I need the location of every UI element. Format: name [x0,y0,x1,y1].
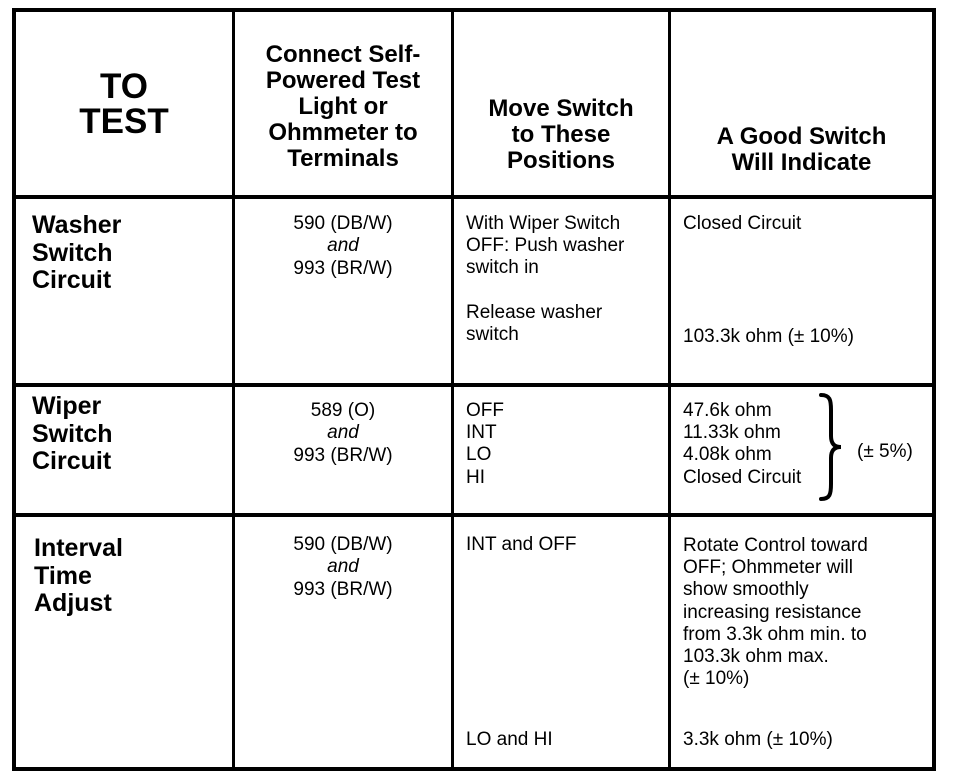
terminal-value: 590 (DB/W) [293,213,393,234]
indicate-interval-a [683,535,933,691]
header-connect-line: Ohmmeter to [268,118,418,146]
row-label-line: Adjust [34,589,112,617]
row-label-washer [32,212,228,295]
tolerance-wiper: (± 5%) [857,441,913,462]
indicate-line: Rotate Control toward [683,535,868,556]
indicate-interval-b [683,729,933,751]
row-label-line: Washer [32,211,122,239]
indicate-line: show smoothly [683,579,809,601]
header-to-test-line: TO [100,66,148,106]
position-line: Release washer [466,302,603,323]
positions-interval-b [466,729,666,751]
row-label-line: Circuit [32,266,112,294]
indicate-washer-a [683,213,931,235]
header-connect [235,16,451,191]
indicate-line: 3.3k ohm (± 10%) [683,729,833,750]
terminal-value: 993 (BR/W) [293,444,393,466]
header-to-test [16,12,232,195]
position-line: switch [466,324,519,346]
position-line: With Wiper Switch [466,213,621,234]
row-label-line: Time [34,561,92,590]
terminal-and: and [327,235,359,257]
terminal-value: 589 (O) [310,400,376,421]
positions-wiper [466,400,666,489]
position-line: LO [466,444,492,466]
indicate-line: 11.33k ohm [683,422,781,444]
header-connect-line: Connect Self- [265,41,421,68]
terminal-and: and [327,556,359,578]
header-good-line: Will Indicate [731,148,872,176]
row-divider [12,195,936,199]
positions-interval-a [466,534,666,556]
terminal-and: and [327,422,359,444]
header-move [454,16,668,191]
indicate-line: 4.08k ohm [683,444,772,466]
indicate-line: 103.3k ohm max. [683,646,829,668]
position-line: OFF [466,400,504,421]
indicate-line: OFF; Ohmmeter will [683,557,853,579]
header-connect-line: Terminals [287,144,399,172]
indicate-line: Closed Circuit [683,466,802,488]
indicate-line: (± 10%) [683,668,750,690]
indicate-line: from 3.3k ohm min. to [683,623,867,645]
position-line: INT and OFF [466,534,577,555]
header-good [671,16,932,191]
indicate-line: 47.6k ohm [683,400,772,421]
row-label-wiper [32,393,228,476]
header-move-line: Positions [506,146,615,174]
terminal-value: 590 (DB/W) [293,534,393,555]
curly-brace-icon [818,392,844,502]
header-good-line: A Good Switch [716,123,887,150]
row-label-line: Wiper [32,392,102,420]
terminal-value: 993 (BR/W) [293,257,393,279]
row-divider [12,383,936,387]
row-divider [12,513,936,517]
header-connect-line: Light or [298,92,388,120]
header-move-line: to These [511,120,611,148]
row-label-line: Switch [32,238,113,267]
position-line: switch in [466,257,539,279]
row-label-line: Circuit [32,447,112,475]
indicate-line: Closed Circuit [683,213,802,234]
positions-washer-b [466,302,666,346]
terminals-wiper [235,400,451,467]
positions-washer-a [466,213,666,280]
indicate-line: 103.3k ohm (± 10%) [683,326,854,347]
terminal-value: 993 (BR/W) [293,578,393,600]
header-to-test-line: TEST [79,101,169,141]
position-line: INT [466,422,497,444]
terminals-interval [235,534,451,601]
position-line: HI [466,466,485,488]
header-connect-line: Powered Test [265,66,421,94]
terminals-washer [235,213,451,280]
indicate-wiper [683,400,833,489]
indicate-washer-b [683,326,931,348]
header-move-line: Move Switch [488,95,634,122]
position-line: LO and HI [466,729,553,750]
row-label-interval [34,535,228,618]
indicate-line: increasing resistance [683,601,862,623]
row-label-line: Switch [32,419,113,448]
position-line: OFF: Push washer [466,235,625,257]
row-label-line: Interval [34,534,123,562]
